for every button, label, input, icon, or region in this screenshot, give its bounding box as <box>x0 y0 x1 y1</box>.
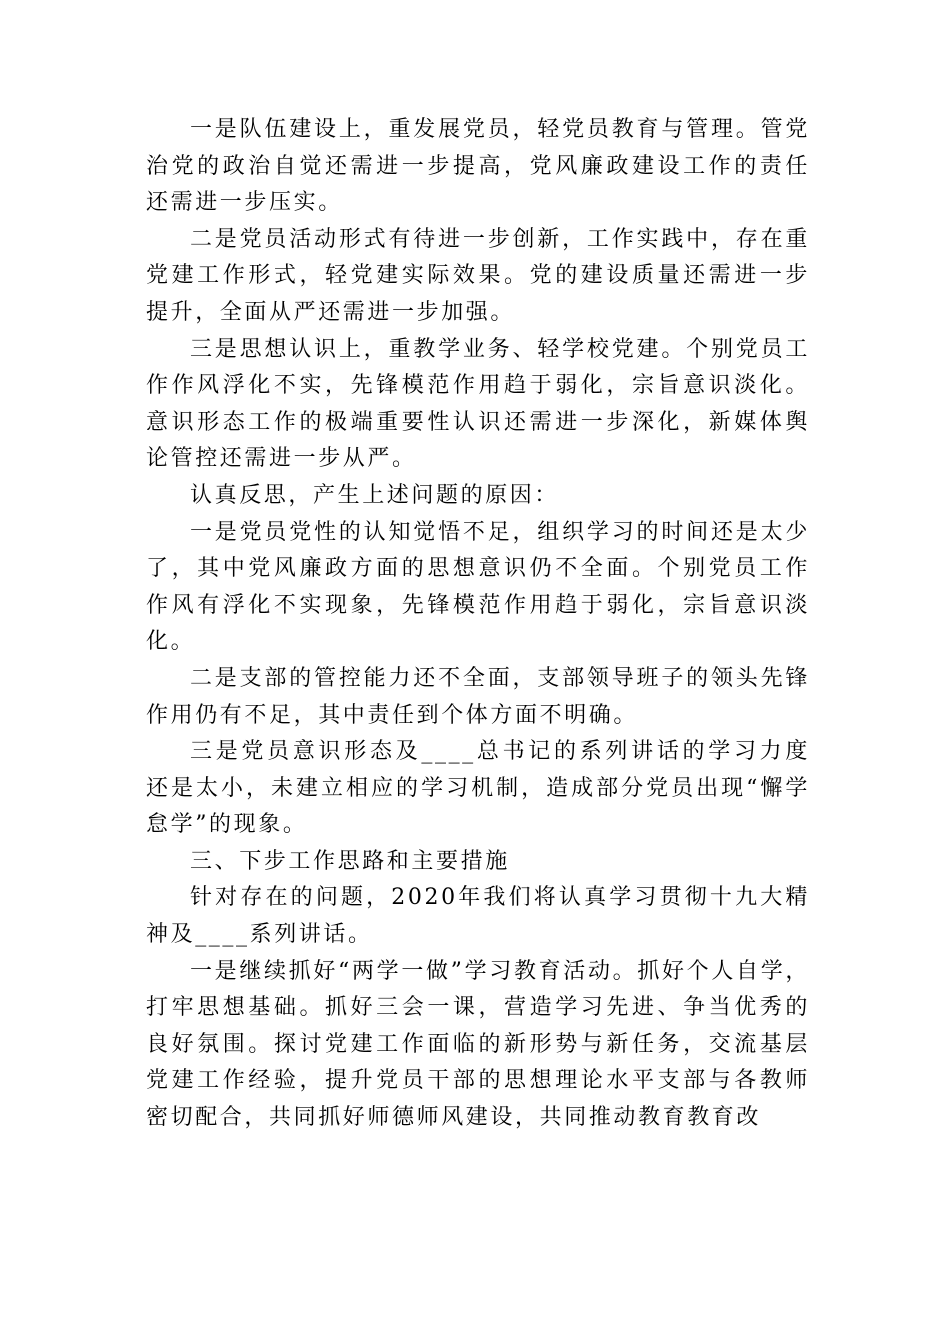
paragraph: 一是继续抓好“两学一做”学习教育活动。抓好个人自学，打牢思想基础。抓好三会一课，营造学习先进、争当优秀的良好氛围。探讨党建工作面临的新形势与新任务，交流基层党建工作经验，提升党员干部的思想理论水平支部与各教师密切配合，共同抓好师德师风建设，共同推动教育教育改 <box>146 958 810 1131</box>
paragraph: 一是党员党性的认知觉悟不足，组织学习的时间还是太少了，其中党风廉政方面的思想意识仍不全面。个别党员工作作风有浮化不实现象，先锋模范作用趋于弱化，宗旨意识淡化。 <box>146 519 810 655</box>
section-heading: 三、下步工作思路和主要措施 <box>190 848 510 874</box>
paragraph: 二是支部的管控能力还不全面，支部领导班子的领头先锋作用仍有不足，其中责任到个体方面不明确。 <box>146 665 810 728</box>
document-body <box>146 112 810 1137</box>
paragraph: 二是党员活动形式有待进一步创新，工作实践中，存在重党建工作形式，轻党建实际效果。党的建设质量还需进一步提升，全面从严还需进一步加强。 <box>146 226 810 325</box>
paragraph: 三是党员意识形态及____总书记的系列讲话的学习力度还是太小，未建立相应的学习机制，造成部分党员出现“懈学怠学”的现象。 <box>146 739 810 838</box>
paragraph: 针对存在的问题，2020年我们将认真学习贯彻十九大精神及____系列讲话。 <box>146 885 810 948</box>
paragraph: 认真反思，产生上述问题的原因： <box>190 482 560 508</box>
paragraph: 三是思想认识上，重教学业务、轻学校党建。个别党员工作作风浮化不实，先锋模范作用趋于弱化，宗旨意识淡化。意识形态工作的极端重要性认识还需进一步深化，新媒体舆论管控还需进一步从严。 <box>146 336 810 472</box>
paragraph: 一是队伍建设上，重发展党员，轻党员教育与管理。管党治党的政治自觉还需进一步提高，党风廉政建设工作的责任还需进一步压实。 <box>146 117 810 216</box>
